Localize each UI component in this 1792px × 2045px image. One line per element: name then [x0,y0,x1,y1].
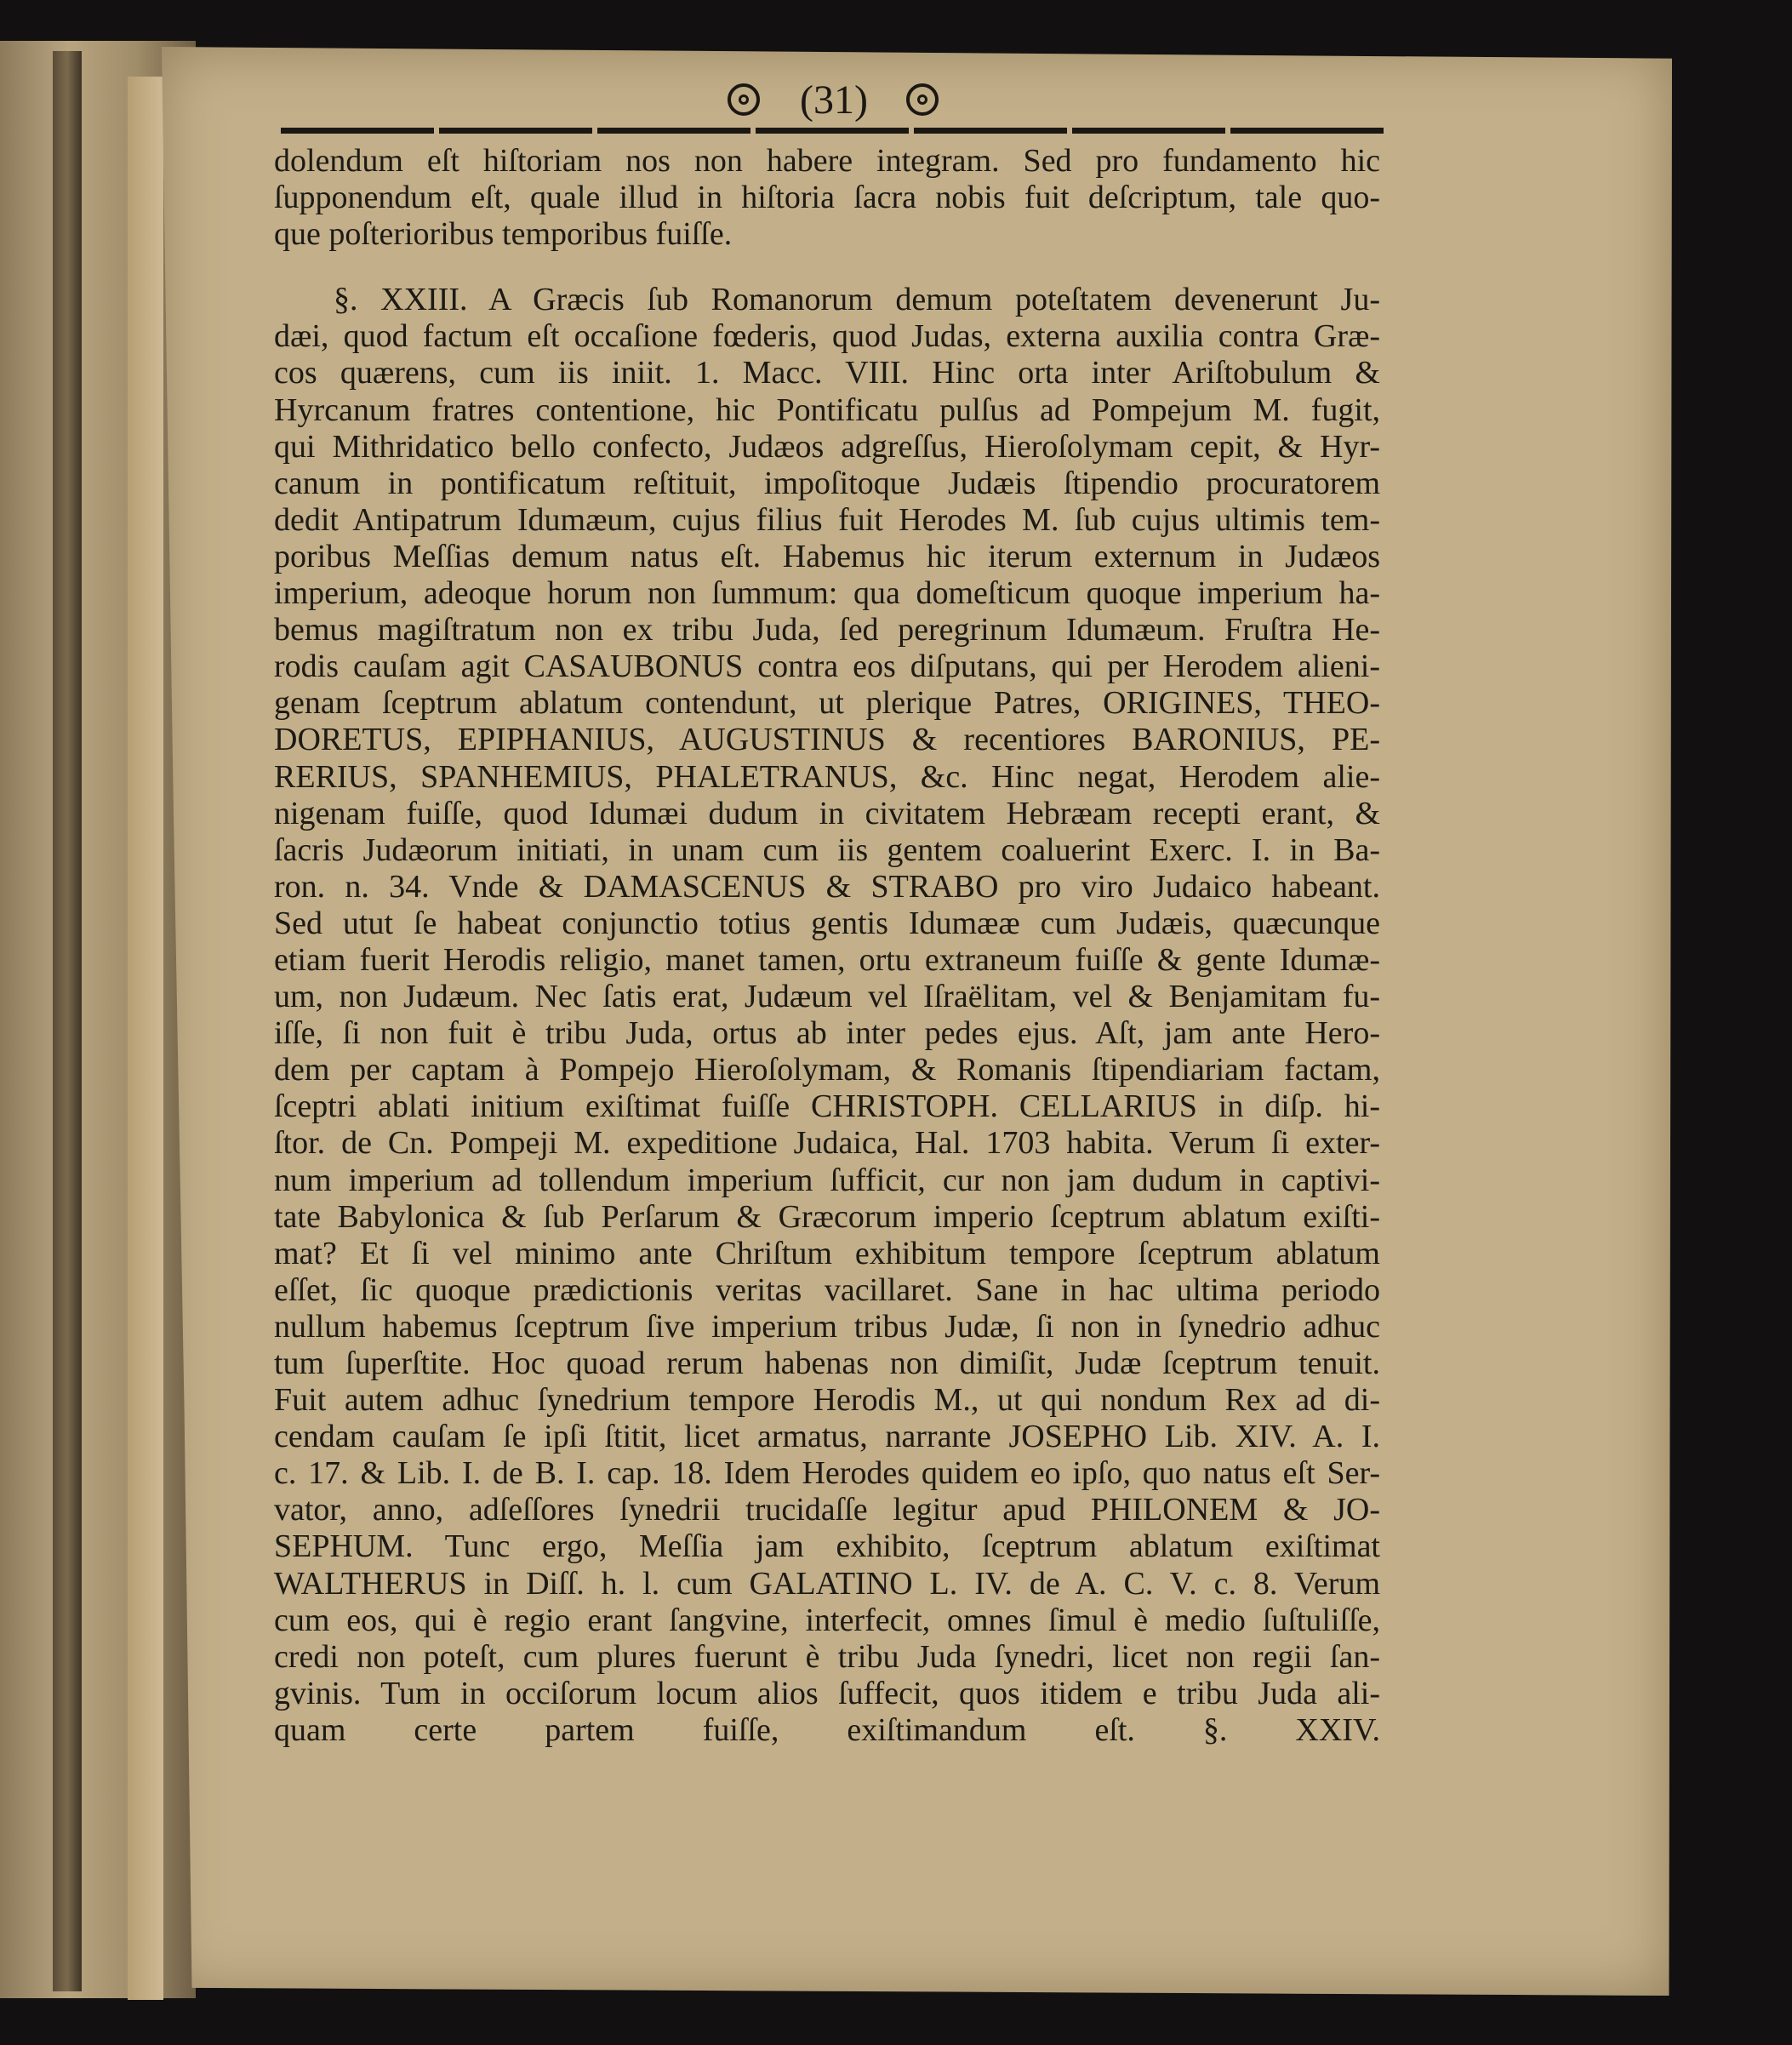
text-line: nigenam fuiſſe, quod Idumæi dudum in civitatem Hebræam recepti erant, & [274,795,1380,831]
text-line: vator, anno, adſeſſores ſynedrii trucidaſſe legitur apud PHILONEM & JO- [274,1492,1380,1528]
text-line: dolendum eſt hiſtoriam nos non habere integram. Sed pro fundamento hic [274,143,1380,179]
text-line: Hyrcanum fratres contentione, hic Pontificatu pulſus ad Pompejum M. fugit, [274,391,1380,428]
text-line: canum in pontificatum reſtituit, impoſitoque Judæis ſtipendio procuratorem [274,465,1380,501]
text-line: credi non poteſt, cum plures fuerunt è tribu Juda ſynedri, licet non regii ſan- [274,1638,1380,1675]
text-line-with-catchword: quam certe partem fuiſſe, exiſtimandum eſt. §. XXIV. [274,1711,1380,1748]
text-line: Fuit autem adhuc ſynedrium tempore Herodis M., ut qui nondum Rex ad di- [274,1382,1380,1419]
page-number: (31) [800,77,868,123]
text-line: imperium, adeoque horum non ſummum: qua domeſticum quoque imperium ha- [274,575,1380,612]
page-header [281,75,1387,136]
text-line: um, non Judæum. Nec ſatis erat, Judæum vel Iſraëlitam, vel & Benjamitam fu- [274,979,1380,1015]
book-gutter [53,51,82,1991]
text-line: nullum habemus ſceptrum ſive imperium tribus Judæ, ſi non in ſynedrio adhuc [274,1308,1380,1345]
text-line: genam ſceptrum ablatum contendunt, ut plerique Patres, ORIGINES, THEO- [274,685,1380,722]
text-line: rodis cauſam agit CASAUBONUS contra eos diſputans, qui per Herodem alieni- [274,648,1380,685]
text-line: ron. n. 34. Vnde & DAMASCENUS & STRABO pro viro Judaico habeant. [274,868,1380,905]
text-line: SEPHUM. Tunc ergo, Meſſia jam exhibito, ſceptrum ablatum exiſtimat [274,1528,1380,1565]
text-line: ſtor. de Cn. Pompeji M. expeditione Judaica, Hal. 1703 habita. Verum ſi exter- [274,1125,1380,1162]
text-line: Sed utut ſe habeat conjunctio totius gentis Idumææ cum Judæis, quæcunque [274,905,1380,941]
text-line: mat? Et ſi vel minimo ante Chriſtum exhibitum tempore ſceptrum ablatum [274,1235,1380,1271]
text-line: num imperium ad tollendum imperium ſufficit, cur non jam dudum in captivi- [274,1162,1380,1198]
text-line: bemus magiſtratum non ex tribu Juda, ſed peregrinum Idumæum. Fruſtra He- [274,612,1380,648]
text-line: dem per captam à Pompejo Hieroſolymam, & Romanis ſtipendiariam factam, [274,1052,1380,1088]
body-text [274,143,1380,1749]
text-line: que poſterioribus temporibus fuiſſe. [274,216,733,253]
text-line: ſacris Judæorum initiati, in unam cum iis gentem coaluerint Exerc. I. in Ba- [274,831,1380,868]
text-line: §. XXIII. A Græcis ſub Romanorum demum poteſtatem devenerunt Ju- [334,282,1380,318]
text-line: qui Mithridatico bello confecto, Judæos adgreſſus, Hieroſolymam cepit, & Hyr- [274,428,1380,465]
text-line: etiam fuerit Herodis religio, manet tamen, ortu extraneum fuiſſe & gente Idumæ- [274,941,1380,978]
text-line: DORETUS, EPIPHANIUS, AUGUSTINUS & recentiores BARONIUS, PE- [274,722,1380,758]
text-line: ſceptri ablati initium exiſtimat fuiſſe CHRISTOPH. CELLARIUS in diſp. hi- [274,1088,1380,1125]
text-line: ſupponendum eſt, quale illud in hiſtoria ſacra nobis fuit deſcriptum, tale quo- [274,180,1380,216]
rosette-icon [728,83,760,116]
text-line: WALTHERUS in Diſſ. h. l. cum GALATINO L. IV. de A. C. V. c. 8. Verum [274,1565,1380,1602]
text-line: c. 17. & Lib. I. de B. I. cap. 18. Idem Herodes quidem eo ipſo, quo natus eſt Ser- [274,1455,1380,1492]
text-line: cendam cauſam ſe ipſi ſtitit, licet armatus, narrante JOSEPHO Lib. XIV. A. I. [274,1419,1380,1455]
text-line: poribus Meſſias demum natus eſt. Habemus hic iterum externum in Judæos [274,538,1380,574]
text-line: RERIUS, SPANHEMIUS, PHALETRANUS, &c. Hinc negat, Herodem alie- [274,758,1380,795]
text-line: iſſe, ſi non fuit è tribu Juda, ortus ab inter pedes ejus. Aſt, jam ante Hero- [274,1015,1380,1052]
text-line: dedit Antipatrum Idumæum, cujus filius fuit Herodes M. ſub cujus ultimis tem- [274,501,1380,538]
text-line: eſſet, ſic quoque prædictionis veritas vacillaret. Sane in hac ultima periodo [274,1271,1380,1308]
rosette-icon [906,83,939,116]
text-line: cos quærens, cum iis iniit. 1. Macc. VIII. Hinc orta inter Ariſtobulum & [274,355,1380,391]
text-line: tate Babylonica & ſub Perſarum & Græcorum imperio ſceptrum ablatum exiſti- [274,1198,1380,1235]
text-line: gvinis. Tum in occiſorum locum alios ſuffecit, quos itidem e tribu Juda ali- [274,1675,1380,1711]
header-rule [281,128,1387,134]
text-line: tum ſuperſtite. Hoc quoad rerum habenas non dimiſit, Judæ ſceptrum tenuit. [274,1345,1380,1381]
torn-page-edge [128,77,163,2000]
text-line: cum eos, qui è regio erant ſangvine, interfecit, omnes ſimul è medio ſuſtuliſſe, [274,1602,1380,1638]
text-line: dæi, quod factum eſt occaſione fœderis, quod Judas, externa auxilia contra Græ- [274,318,1380,355]
